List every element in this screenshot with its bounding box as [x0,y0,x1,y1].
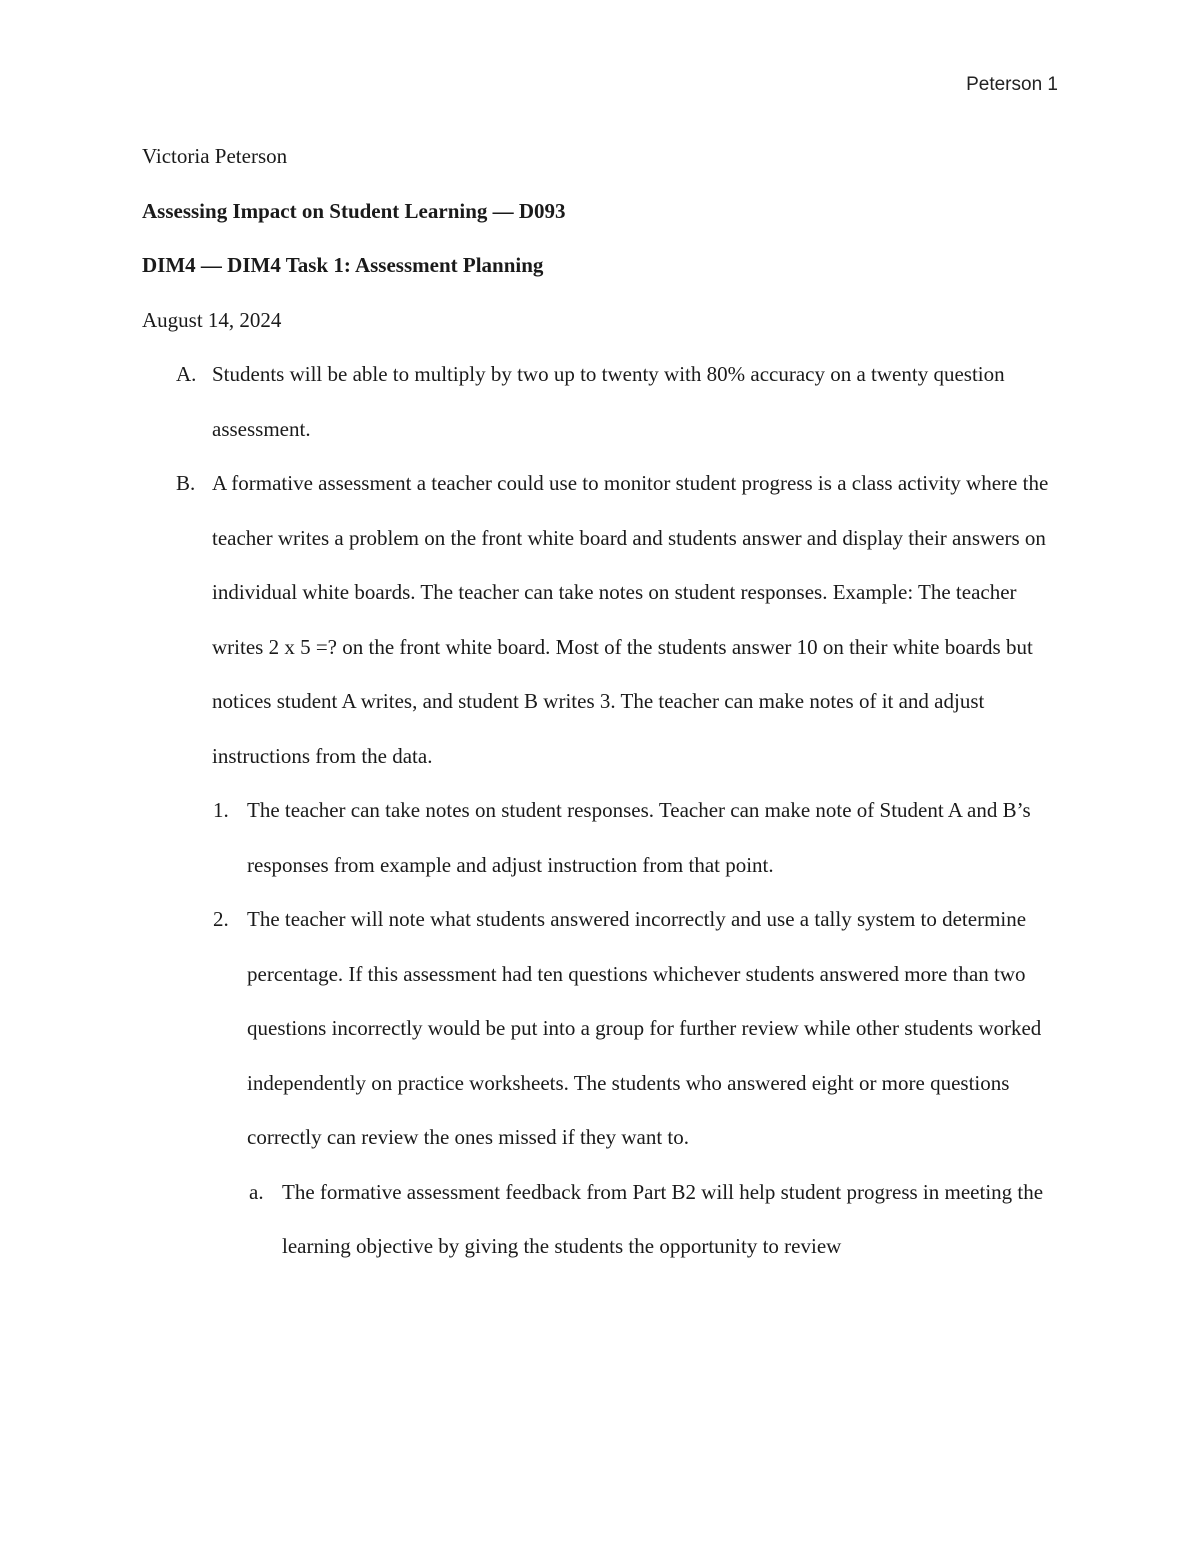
list-item-text: The teacher will note what students answered incorrectly and use a tally system to determine percentage. If this assessment had ten questions whichever students answered more than two questions incorrectly would be put into a group for further review while other students worked independently on practice worksheets. The students who answered eight or more questions correctly can review the ones missed if they want to. [247,907,1042,1149]
list-marker: 2. [213,907,229,931]
document-body [142,129,1058,1274]
course-title: Assessing Impact on Student Learning — D093 [142,198,566,223]
list-item-text: Students will be able to multiply by two up to twenty with 80% accuracy on a twenty question assessment. [212,362,1005,441]
list-marker: a. [249,1179,264,1204]
list-item-text: The formative assessment feedback from Part B2 will help student progress in meeting the learning objective by giving the students the opportunity to review [282,1179,1044,1258]
task-title: DIM4 — DIM4 Task 1: Assessment Planning [142,253,544,277]
list-item-b2a [142,1165,1058,1274]
list-marker: B. [176,471,196,495]
list-item-text: A formative assessment a teacher could use to monitor student progress is a class activity where the teacher writes a problem on the front white board and students answer and display their answers on individual white boards. The teacher can take notes on student responses. Example: The teacher writes 2 x 5 =? on the front white board. Most of the students answer 10 on their white boards but notices student A writes, and student B writes 3. The teacher can make notes of it and adjust instructions from the data. [212,471,1049,768]
list-item-text: The teacher can take notes on student responses. Teacher can make note of Student A and B’s responses from example and adjust instruction from that point. [247,798,1031,877]
document-date: August 14, 2024 [142,307,282,332]
running-head: Peterson 1 [966,74,1058,95]
list-item-b2 [142,892,1058,1165]
list-item-a [142,347,1058,456]
list-marker: 1. [213,798,229,822]
list-item-b [142,456,1058,783]
list-item-b1 [142,783,1058,892]
list-marker: A. [176,362,197,386]
author-name: Victoria Peterson [142,144,288,168]
